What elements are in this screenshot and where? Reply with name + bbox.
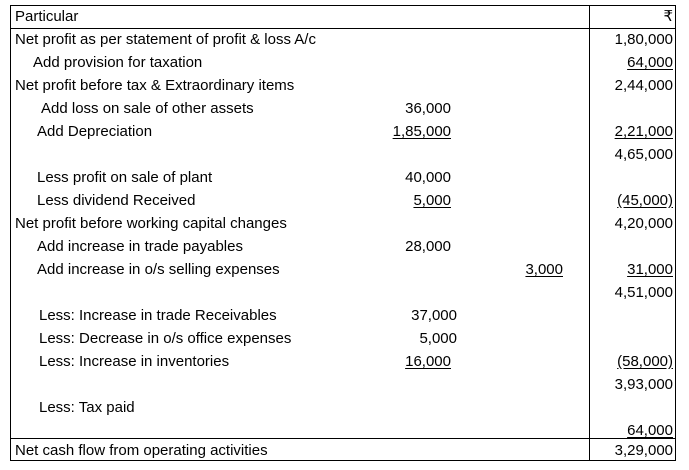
- row-amount: 3,93,000: [614, 376, 673, 393]
- row-amount-value: 31,000: [627, 261, 673, 278]
- net-cash-flow-label: Net cash flow from operating activities: [15, 442, 268, 459]
- row-subamount: 40,000: [405, 169, 451, 186]
- row-label: Add provision for taxation: [33, 54, 203, 71]
- header-particular: Particular: [15, 8, 79, 25]
- row-label: Net profit as per statement of profit & loss A/c: [15, 31, 316, 48]
- row-amount-value: 2,21,000: [614, 123, 673, 140]
- row-amount-value: 64,000: [627, 54, 673, 71]
- row-amount: [591, 420, 673, 442]
- row-subamount-value: 5,000: [413, 192, 451, 209]
- row-label: Less: Tax paid: [39, 399, 135, 416]
- row-amount: 1,80,000: [614, 31, 673, 48]
- row-label: Less profit on sale of plant: [37, 169, 213, 186]
- row-subamount: [351, 351, 451, 373]
- row-subamount: 37,000: [411, 307, 457, 324]
- row-label: Add increase in trade payables: [37, 238, 243, 255]
- row-subamount: 28,000: [405, 238, 451, 255]
- row-amount: [591, 121, 673, 143]
- row-amount: 4,65,000: [614, 146, 673, 163]
- total-row-divider: [11, 438, 675, 439]
- amount-column-divider: [589, 6, 590, 460]
- row-amount: [591, 190, 673, 212]
- row-amount: [591, 259, 673, 281]
- net-cash-flow-amount: 3,29,000: [614, 442, 673, 459]
- row-amount: 4,51,000: [614, 284, 673, 301]
- row-label: Net profit before working capital changes: [15, 215, 287, 232]
- row-subamount: 36,000: [405, 100, 451, 117]
- row-amount: 2,44,000: [614, 77, 673, 94]
- row-amount-value: (58,000): [617, 353, 673, 370]
- row-subamount: [351, 121, 451, 143]
- row-subamount: [351, 190, 451, 212]
- row-subamount-value: 16,000: [405, 353, 451, 370]
- row-label: Less: Increase in inventories: [39, 353, 230, 370]
- row-subamount-2: [471, 259, 563, 281]
- row-label: Net profit before tax & Extraordinary items: [15, 77, 295, 94]
- row-subamount-2-value: 3,000: [525, 261, 563, 278]
- row-amount: [591, 351, 673, 373]
- row-label: Less: Decrease in o/s office expenses: [39, 330, 292, 347]
- cash-flow-statement: [10, 5, 676, 461]
- row-subamount-value: 1,85,000: [392, 123, 451, 140]
- row-label: Add increase in o/s selling expenses: [37, 261, 280, 278]
- row-amount: 4,20,000: [614, 215, 673, 232]
- row-amount-value: (45,000): [617, 192, 673, 209]
- row-label: Add Depreciation: [37, 123, 153, 140]
- header-currency: ₹: [663, 8, 673, 25]
- row-amount: [591, 52, 673, 74]
- row-label: Less: Increase in trade Receivables: [39, 307, 277, 324]
- row-amount-value: 64,000: [627, 422, 673, 439]
- row-subamount: 5,000: [419, 330, 457, 347]
- row-label: Add loss on sale of other assets: [41, 100, 254, 117]
- row-label: Less dividend Received: [37, 192, 196, 209]
